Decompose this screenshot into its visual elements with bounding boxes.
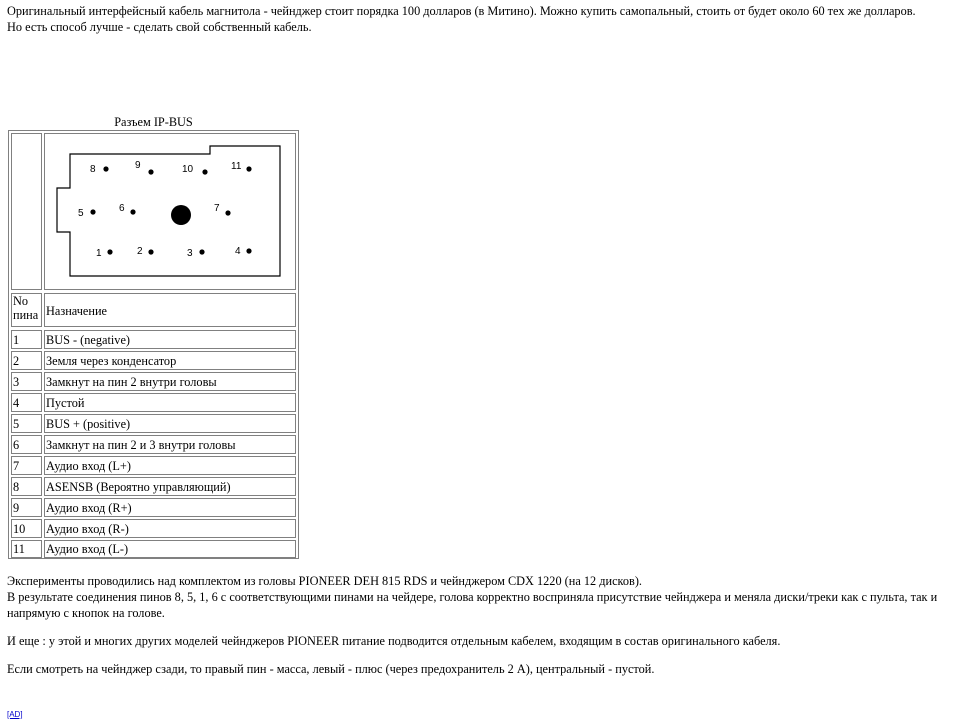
header-description: Назначение [44, 293, 296, 327]
pin-labels [78, 160, 242, 259]
pin-description: ASENSB (Вероятно управляющий) [44, 477, 296, 496]
pin-number: 6 [11, 435, 42, 454]
pin-description: Замкнут на пин 2 и 3 внутри головы [44, 435, 296, 454]
pin-label: 9 [135, 160, 141, 171]
pin-description: Аудио вход (R-) [44, 519, 296, 538]
pin-number: 9 [11, 498, 42, 517]
experiment-line-1: Эксперименты проводились над комплектом из головы PIONEER DEH 815 RDS и чейнджером CDX 1220 (на 12 дисков). [7, 574, 643, 588]
pin-4-dot [246, 248, 251, 253]
pin-description: Пустой [44, 393, 296, 412]
experiment-notes [7, 573, 952, 677]
pin-number: 3 [11, 372, 42, 391]
pin-description: Аудио вход (L+) [44, 456, 296, 475]
pin-number: 5 [11, 414, 42, 433]
pin-label: 1 [96, 248, 102, 259]
pin-label: 11 [231, 161, 242, 172]
pin-number: 4 [11, 393, 42, 412]
pin-number: 10 [11, 519, 42, 538]
intro-line-1: Оригинальный интерфейсный кабель магнитола - чейнджер стоит порядка 100 долларов (в Митино). Можно купить самопальный, стоить от будет около 60 тех же долларов. [7, 4, 916, 18]
pin-label: 3 [187, 248, 193, 259]
ad-link[interactable]: [AD] [7, 710, 23, 719]
pin-6-dot [130, 209, 135, 214]
intro-line-2: Но есть способ лучше - сделать свой собственный кабель. [7, 20, 312, 34]
pin-description: BUS + (positive) [44, 414, 296, 433]
pin-7-dot [225, 210, 230, 215]
pin-label: 7 [214, 203, 220, 214]
pinout-table [8, 130, 299, 559]
power-note: И еще : у этой и многих других моделей чейнджеров PIONEER питание подводится отдельным кабелем, входящим в состав оригинального кабеля. [7, 634, 781, 648]
pin-number: 2 [11, 351, 42, 370]
pin-label: 8 [90, 164, 96, 175]
pin-9-dot [148, 169, 153, 174]
diagram-empty-cell [11, 133, 42, 290]
pin-5-dot [90, 209, 95, 214]
pin-description: Аудио вход (R+) [44, 498, 296, 517]
table-caption: Разъем IP-BUS [114, 115, 193, 129]
pin-description: BUS - (negative) [44, 330, 296, 349]
pin-2-dot [148, 249, 153, 254]
pin-dots [90, 166, 251, 254]
pin-number: 11 [11, 540, 42, 558]
pin-description: Аудио вход (L-) [44, 540, 296, 558]
pin-label: 4 [235, 246, 241, 257]
experiment-line-2: В результате соединения пинов 8, 5, 1, 6 с соответствующими пинами на чейдере, голова корректно восприняла присутствие чейнджера и меняла диски/треки как с пульта, так и напрямую с кнопок на голове. [7, 590, 938, 620]
pin-number: 1 [11, 330, 42, 349]
pin-8-dot [103, 166, 108, 171]
pin-label: 10 [182, 164, 194, 175]
pin-10-dot [202, 169, 207, 174]
pin-number: 8 [11, 477, 42, 496]
pin-11-dot [246, 166, 251, 171]
intro-text [7, 3, 952, 35]
pin-number: 7 [11, 456, 42, 475]
pin-label: 6 [119, 203, 125, 214]
connector-diagram-svg [45, 134, 295, 289]
pin-label: 5 [78, 208, 84, 219]
pin-description: Земля через конденсатор [44, 351, 296, 370]
connector-note: Если смотреть на чейнджер сзади, то правый пин - масса, левый - плюс (через предохранитель 2 А), центральный - пустой. [7, 662, 655, 676]
pin-label: 2 [137, 246, 143, 257]
pin-description: Замкнут на пин 2 внутри головы [44, 372, 296, 391]
center-hole [171, 205, 191, 225]
header-pin-number: No пина [11, 293, 42, 327]
connector-diagram [44, 133, 296, 290]
pin-3-dot [199, 249, 204, 254]
pin-1-dot [107, 249, 112, 254]
